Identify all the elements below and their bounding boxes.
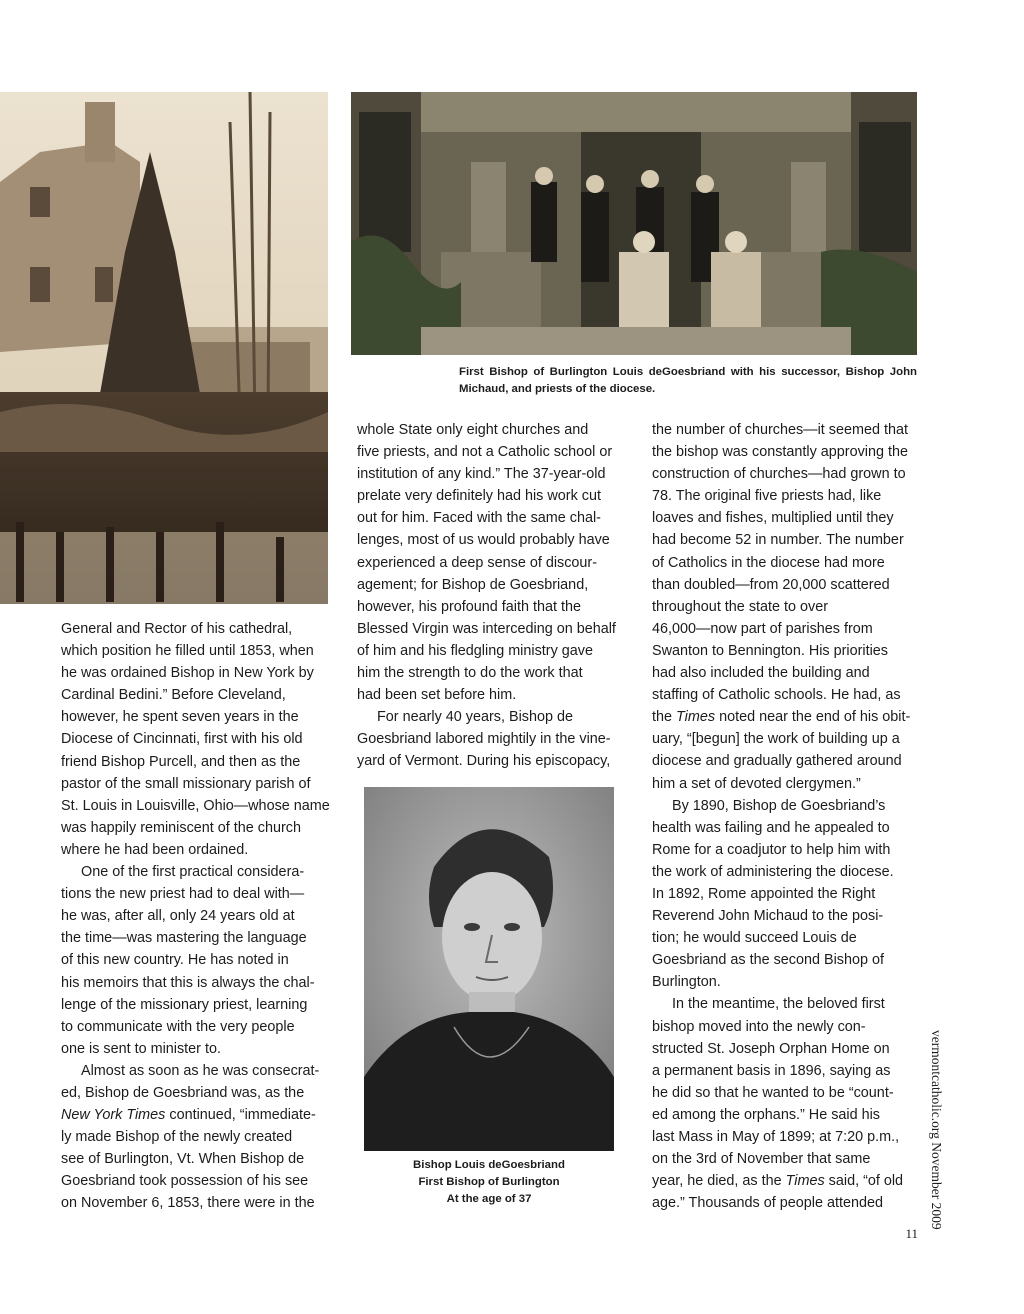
- porch-photo-caption: First Bishop of Burlington Louis deGoesbriand with his successor, Bishop John Michaud, and priests of the diocese.: [459, 366, 917, 395]
- article-line: he was, after all, only 24 years old at: [61, 908, 295, 925]
- article-line: throughout the state to over: [652, 598, 829, 615]
- article-line: Burlington.: [652, 974, 721, 991]
- article-line: had been set before him.: [357, 687, 517, 704]
- article-line: St. Louis in Louisville, Ohio—whose name: [61, 797, 330, 814]
- article-line: bishop moved into the newly con-: [652, 1018, 866, 1035]
- article-line: was happily reminiscent of the church: [61, 819, 301, 836]
- article-line: him the strength to do the work that: [357, 665, 583, 682]
- article-line: however, his profound faith that the: [357, 598, 582, 615]
- article-line: lenge of the missionary priest, learning: [61, 996, 308, 1013]
- article-column-2: [357, 419, 632, 773]
- article-line: yard of Vermont. During his episcopacy,: [357, 753, 611, 770]
- article-line: ed, Bishop de Goesbriand was, as the: [61, 1084, 305, 1101]
- article-line: where he had been ordained.: [61, 841, 249, 858]
- article-line: By 1890, Bishop de Goesbriand’s: [672, 797, 886, 814]
- article-line: of this new country. He has noted in: [61, 952, 289, 969]
- article-line: on the 3rd of November that same: [652, 1151, 871, 1168]
- clergy-porch-photo: [351, 92, 917, 355]
- article-line: Goesbriand labored mightily in the vine-: [357, 731, 611, 748]
- article-line: of Catholics in the diocese had more: [652, 554, 885, 571]
- article-line: tion; he would succeed Louis de: [652, 930, 857, 947]
- article-line: ly made Bishop of the newly created: [61, 1129, 293, 1146]
- article-line: had also included the building and: [652, 665, 870, 682]
- article-line: In the meantime, the beloved first: [672, 996, 885, 1013]
- article-line: to communicate with the very people: [61, 1018, 295, 1035]
- article-line: Rome for a coadjutor to help him with: [652, 841, 891, 858]
- article-line: friend Bishop Purcell, and then as the: [61, 753, 301, 770]
- article-line: however, he spent seven years in the: [61, 709, 299, 726]
- portrait-caption-line: First Bishop of Burlington: [418, 1176, 560, 1188]
- article-line: whole State only eight churches and: [357, 422, 589, 438]
- article-line: 46,000—now part of parishes from: [652, 620, 873, 637]
- article-line: pastor of the small missionary parish of: [61, 775, 311, 792]
- article-line: In 1892, Rome appointed the Right: [652, 885, 876, 902]
- article-line: structed St. Joseph Orphan Home on: [652, 1040, 890, 1057]
- article-line: Goesbriand as the second Bishop of: [652, 952, 884, 969]
- article-line: New York Times continued, “immediate-: [61, 1107, 316, 1124]
- crowd-photo: [0, 92, 328, 604]
- article-line: For nearly 40 years, Bishop de: [377, 709, 573, 726]
- article-line: his memoirs that this is always the chal-: [61, 974, 315, 991]
- article-line: health was failing and he appealed to: [652, 819, 890, 836]
- article-line: Blessed Virgin was interceding on behalf: [357, 620, 616, 637]
- article-line: experienced a deep sense of discour-: [357, 554, 597, 571]
- article-line: which position he filled until 1853, when: [61, 643, 314, 660]
- article-line: year, he died, as the Times said, “of old: [652, 1173, 904, 1190]
- article-line: prelate very definitely had his work cut: [357, 488, 601, 505]
- article-line: him a set of devoted clergymen.”: [652, 775, 861, 792]
- portrait-caption: [364, 1157, 614, 1208]
- article-line: General and Rector of his cathedral,: [61, 621, 293, 637]
- article-line: he was ordained Bishop in New York by: [61, 665, 314, 682]
- article-line: the Times noted near the end of his obit-: [652, 709, 911, 726]
- article-line: lenges, most of us would probably have: [357, 532, 610, 549]
- article-line: construction of churches—had grown to: [652, 466, 906, 483]
- article-line: 78. The original five priests had, like: [652, 488, 882, 505]
- portrait-caption-line: Bishop Louis deGoesbriand: [413, 1159, 565, 1171]
- article-line: see of Burlington, Vt. When Bishop de: [61, 1151, 305, 1168]
- article-line: ed among the orphans.” He said his: [652, 1106, 880, 1123]
- article-line: last Mass in May of 1899; at 7:20 p.m.,: [652, 1129, 900, 1145]
- article-line: institution of any kind.” The 37-year-old: [357, 466, 606, 483]
- article-line: on November 6, 1853, there were in the: [61, 1195, 315, 1212]
- article-line: Cardinal Bedini.” Before Cleveland,: [61, 687, 286, 704]
- article-line: Swanton to Bennington. His priorities: [652, 642, 888, 659]
- article-line: the number of churches—it seemed that: [652, 422, 908, 438]
- article-line: the time—was mastering the language: [61, 930, 307, 947]
- article-line: the work of administering the diocese.: [652, 863, 894, 880]
- article-line: uary, “[begun] the work of building up a: [652, 731, 900, 748]
- article-column-3: [652, 419, 922, 1214]
- article-line: age.” Thousands of people attended: [652, 1195, 883, 1212]
- article-column-1: [61, 618, 331, 1215]
- article-line: One of the first practical considera-: [81, 864, 305, 881]
- article-line: tions the new priest had to deal with—: [61, 886, 305, 903]
- article-line: of him and his fledgling ministry gave: [357, 642, 593, 659]
- article-line: agement; for Bishop de Goesbriand,: [357, 576, 589, 593]
- website-issue-tag: vermontcatholic.org November 2009: [929, 1030, 944, 1230]
- article-line: five priests, and not a Catholic school or: [357, 444, 613, 461]
- portrait-caption-line: At the age of 37: [446, 1193, 532, 1205]
- article-line: had become 52 in number. The number: [652, 532, 904, 549]
- article-line: the bishop was constantly approving the: [652, 444, 908, 461]
- article-line: Almost as soon as he was consecrat-: [81, 1062, 320, 1079]
- article-line: out for him. Faced with the same chal-: [357, 510, 601, 527]
- article-line: staffing of Catholic schools. He had, as: [652, 687, 901, 704]
- page-number: 11: [905, 1226, 918, 1241]
- article-line: diocese and gradually gathered around: [652, 753, 902, 770]
- bishop-portrait-photo: [364, 787, 614, 1151]
- article-line: a permanent basis in 1896, saying as: [652, 1062, 891, 1079]
- article-line: Diocese of Cincinnati, first with his old: [61, 731, 303, 748]
- article-line: Goesbriand took possession of his see: [61, 1173, 309, 1190]
- article-line: he did so that he wanted to be “count-: [652, 1084, 894, 1101]
- article-line: than doubled—from 20,000 scattered: [652, 576, 890, 593]
- article-line: loaves and fishes, multiplied until they: [652, 510, 894, 527]
- article-line: one is sent to minister to.: [61, 1040, 221, 1057]
- article-line: Reverend John Michaud to the posi-: [652, 908, 884, 925]
